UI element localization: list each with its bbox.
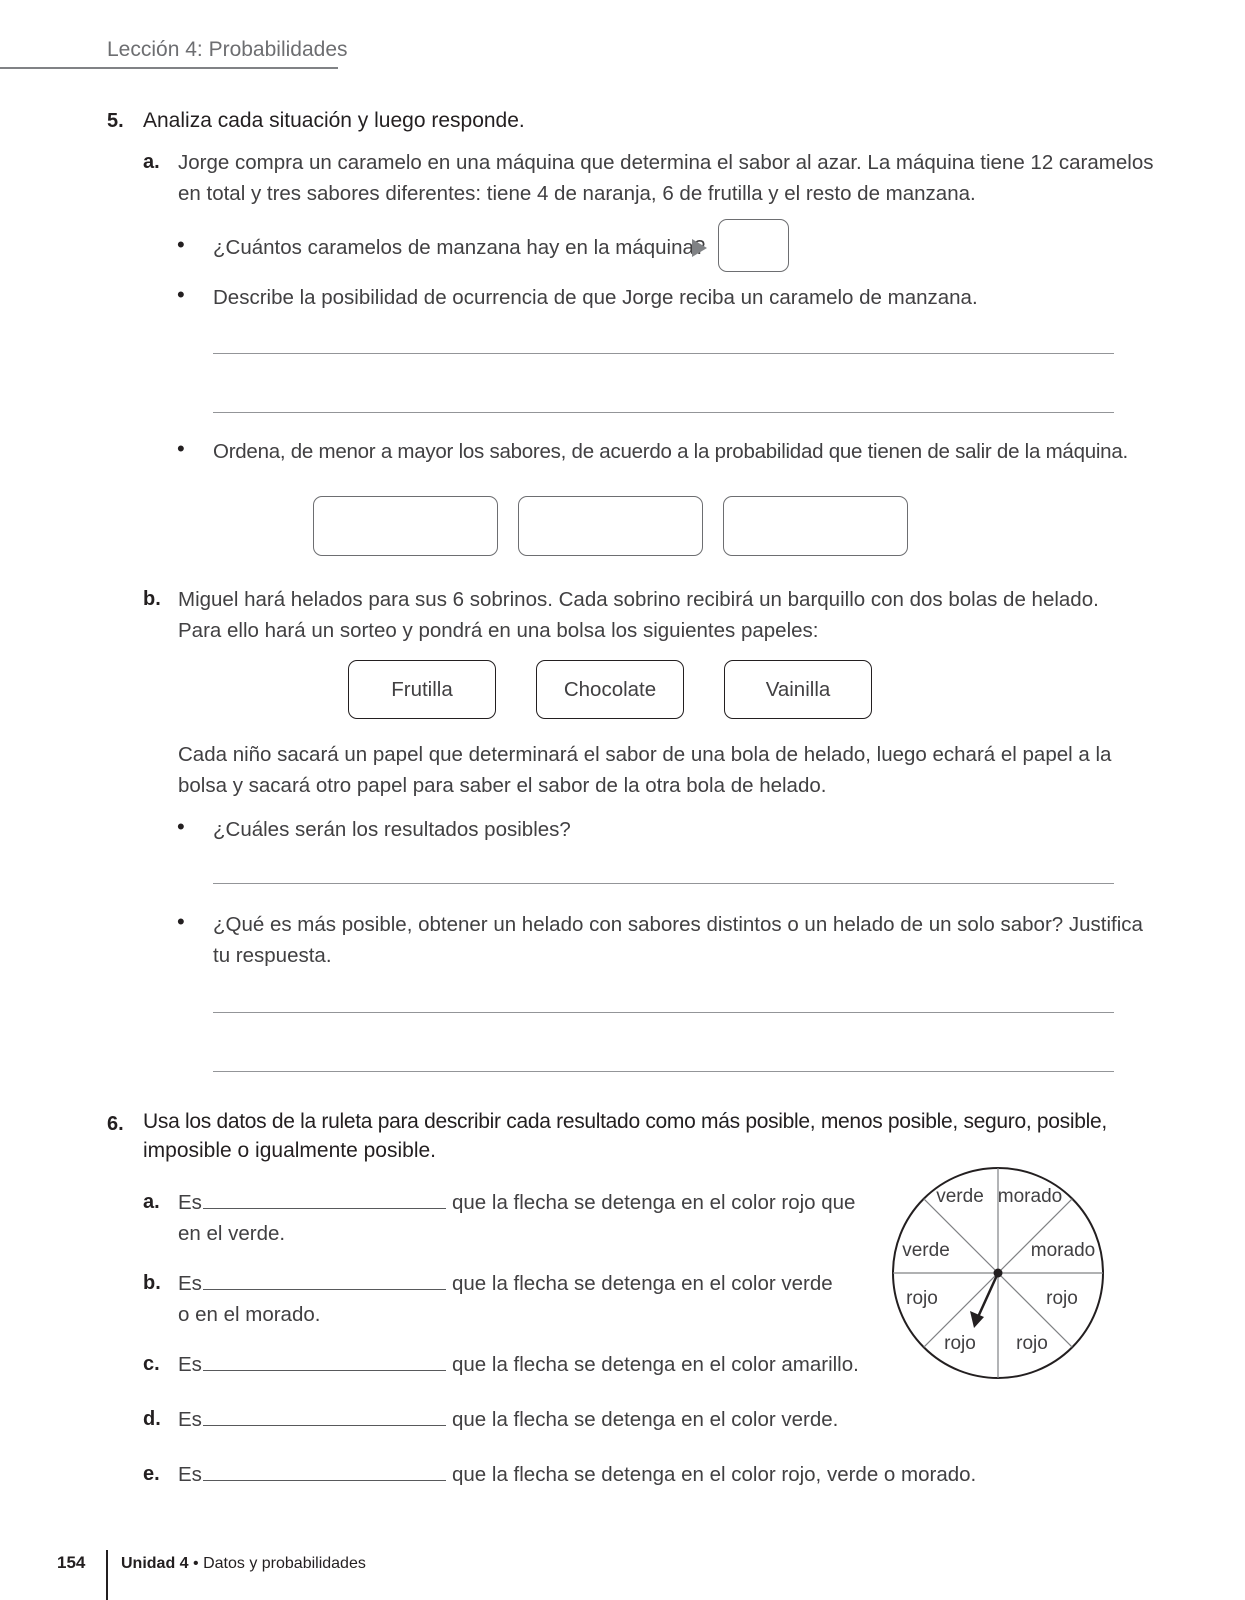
bullet-icon: • — [177, 232, 185, 257]
spinner-diagram — [888, 1163, 1114, 1389]
question-5-number: 5. — [107, 110, 124, 132]
item-6e-letter: e. — [143, 1463, 160, 1485]
spinner-label-verde-2: verde — [902, 1240, 950, 1261]
item-6c-letter: c. — [143, 1353, 160, 1375]
flavor-card-frutilla: Frutilla — [348, 660, 496, 719]
question-6-title-line2: imposible o igualmente posible. — [143, 1139, 437, 1162]
arrow-right-icon — [692, 239, 707, 257]
item-5a-text-line2: en total y tres sabores diferentes: tiene 4 de naranja, 6 de frutilla y el resto de manzana. — [178, 182, 976, 205]
question-6-title-line1: Usa los datos de la ruleta para describir cada resultado como más posible, menos posible, seguro, posible, — [143, 1110, 1107, 1133]
fill-blank-6a[interactable] — [203, 1208, 446, 1209]
item-5b-para-line1: Cada niño sacará un papel que determinará el sabor de una bola de helado, luego echará el papel a la — [178, 743, 1112, 766]
fill-blank-6d[interactable] — [203, 1425, 446, 1426]
item-6d-text: que la flecha se detenga en el color verde. — [452, 1408, 839, 1431]
answer-box-manzana-count[interactable] — [718, 219, 789, 272]
item-5b-bullet1: ¿Cuáles serán los resultados posibles? — [213, 818, 571, 841]
item-5b-para-line2: bolsa y sacará otro papel para saber el sabor de la otra bola de helado. — [178, 774, 827, 797]
answer-line[interactable] — [213, 1071, 1114, 1072]
item-5b-bullet2-line1: ¿Qué es más posible, obtener un helado con sabores distintos o un helado de un solo sabor? Justifica — [213, 913, 1143, 936]
spinner-label-rojo-3: rojo — [944, 1333, 976, 1354]
question-6-number: 6. — [107, 1113, 124, 1135]
item-5a-bullet3: Ordena, de menor a mayor los sabores, de acuerdo a la probabilidad que tienen de salir de la máquina. — [213, 440, 1128, 463]
page-number: 154 — [57, 1553, 86, 1572]
item-6a-text-line2: en el verde. — [178, 1222, 286, 1245]
lesson-header: Lección 4: Probabilidades — [107, 38, 348, 61]
item-6b-text-line2: o en el morado. — [178, 1303, 321, 1326]
footer-unit-name: Unidad 4 — [121, 1555, 189, 1572]
order-box-2[interactable] — [518, 496, 703, 556]
item-5a-letter: a. — [143, 151, 160, 173]
footer-separator: • — [193, 1555, 199, 1572]
answer-line[interactable] — [213, 353, 1114, 354]
flavor-card-chocolate: Chocolate — [536, 660, 684, 719]
footer-divider — [106, 1550, 108, 1600]
spinner-pivot — [994, 1269, 1003, 1278]
footer-unit — [121, 1555, 366, 1573]
order-box-3[interactable] — [723, 496, 908, 556]
item-6a-es: Es — [178, 1191, 202, 1214]
fill-blank-6c[interactable] — [203, 1370, 446, 1371]
item-5a-bullet2: Describe la posibilidad de ocurrencia de que Jorge reciba un caramelo de manzana. — [213, 286, 978, 309]
item-5b-text-line2: Para ello hará un sorteo y pondrá en una bolsa los siguientes papeles: — [178, 619, 819, 642]
item-5a-text-line1: Jorge compra un caramelo en una máquina que determina el sabor al azar. La máquina tiene 12 caramelos — [178, 151, 1154, 174]
item-5b-text-line1: Miguel hará helados para sus 6 sobrinos. Cada sobrino recibirá un barquillo con dos bolas de helado. — [178, 588, 1099, 611]
order-box-1[interactable] — [313, 496, 498, 556]
item-6b-text-line1: que la flecha se detenga en el color verde — [452, 1272, 833, 1295]
item-6c-text: que la flecha se detenga en el color amarillo. — [452, 1353, 859, 1376]
answer-line[interactable] — [213, 1012, 1114, 1013]
spinner-label-rojo-4: rojo — [1016, 1333, 1048, 1354]
spinner-label-rojo-2: rojo — [1046, 1288, 1078, 1309]
answer-line[interactable] — [213, 883, 1114, 884]
bullet-icon: • — [177, 436, 185, 461]
spinner-label-morado-1: morado — [997, 1186, 1063, 1207]
footer-subtitle: Datos y probabilidades — [203, 1555, 366, 1572]
bullet-icon: • — [177, 814, 185, 839]
item-5b-bullet2-line2: tu respuesta. — [213, 944, 332, 967]
item-6a-letter: a. — [143, 1191, 160, 1213]
spinner-label-verde-1: verde — [936, 1186, 984, 1207]
item-5a-bullet1: ¿Cuántos caramelos de manzana hay en la máquina? — [213, 236, 706, 259]
fill-blank-6b[interactable] — [203, 1289, 446, 1290]
spinner-label-rojo-1: rojo — [906, 1288, 938, 1309]
header-rule — [0, 67, 338, 69]
item-6b-letter: b. — [143, 1272, 161, 1294]
item-6e-es: Es — [178, 1463, 202, 1486]
flavor-card-vainilla: Vainilla — [724, 660, 872, 719]
item-6c-es: Es — [178, 1353, 202, 1376]
item-6a-text-line1: que la flecha se detenga en el color rojo que — [452, 1191, 856, 1214]
fill-blank-6e[interactable] — [203, 1480, 446, 1481]
bullet-icon: • — [177, 909, 185, 934]
item-5b-letter: b. — [143, 588, 161, 610]
item-6d-es: Es — [178, 1408, 202, 1431]
item-6b-es: Es — [178, 1272, 202, 1295]
answer-line[interactable] — [213, 412, 1114, 413]
item-6e-text: que la flecha se detenga en el color rojo, verde o morado. — [452, 1463, 977, 1486]
item-6d-letter: d. — [143, 1408, 161, 1430]
spinner-label-morado-2: morado — [1030, 1240, 1096, 1261]
bullet-icon: • — [177, 282, 185, 307]
question-5-title: Analiza cada situación y luego responde. — [143, 109, 525, 132]
